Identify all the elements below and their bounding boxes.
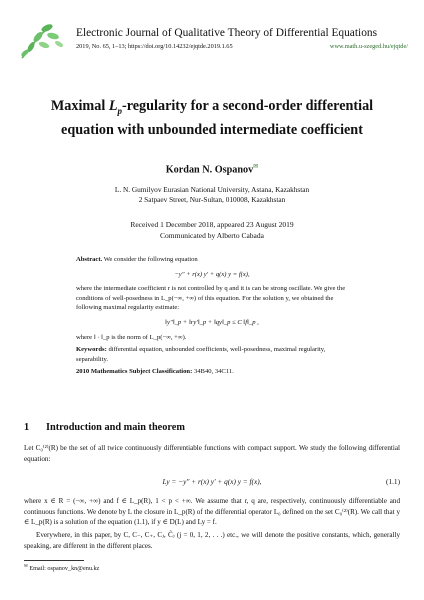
keywords: differential equation, unbounded coefficients, well-posedness, maximal regularity, separability. xyxy=(76,346,326,363)
section-heading: 1 Introduction and main theorem xyxy=(24,422,185,433)
email-envelope-icon[interactable]: ✉ xyxy=(253,164,259,170)
abstract: Abstract. We consider the following equation −y″ + r(x) y′ + q(x) y = f(x), where the intermediate coefficient r is not controlled by q and it is can be strong oscillate. We give the conditions of well-posedness in L_p(−∞, +∞) of this equation. For the solution y, we obtained the following maximal regularity estimate: ‖y″‖_p + ‖ry′‖_p + ‖qy‖_p ≤ C ‖f‖_p , where ‖ · ‖_p is the norm of L_p(−∞, +∞). Keywords: differential equation, unbounded coefficients, well-posedness, maximal regularity, separability. 2010 Mathematics Subject Classification: 34B40, 34C11. xyxy=(76,255,348,377)
journal-meta xyxy=(76,43,408,50)
abstract-estimate: ‖y″‖_p + ‖ry′‖_p + ‖qy‖_p ≤ C ‖f‖_p , xyxy=(165,318,259,326)
title-line-2: equation with unbounded intermediate coefficient xyxy=(61,121,363,138)
section-paragraph-1: Let C₀⁽²⁾(R) be the set of all twice continuously differentiable functions with compact support. We study the following differential equation: xyxy=(24,444,400,463)
title-line-1: Maximal $L_p$-regularity for a second-order differential xyxy=(50,98,374,116)
journal-website-link[interactable]: www.math.u-szeged.hu/ejqtde/ xyxy=(329,43,408,50)
section-paragraph-2: where x ∈ R = (−∞, +∞) and f ∈ L_p(R), 1 < p < +∞. We assume that r, q are, respectively, continuously differentiable and continuous functions. We denote by L the closure in L_p(R) of the differential operator L₀ defined on the set C₀⁽²⁾(R). We call that y ∈ L_p(R) is a solution of the equation (1.1), if y ∈ D(L) and Ly = f. xyxy=(24,497,400,527)
section-paragraph-3: Everywhere, in this paper, by C, C₋, C₊, Cⱼ, C̃ⱼ (j = 0, 1, 2, . . .) etc., we will denote the positive constants, which, generally speaking, are different in the different places. xyxy=(24,531,400,550)
abstract-norm-note: where ‖ · ‖_p is the norm of L_p(−∞, +∞). xyxy=(76,333,187,341)
paper-title xyxy=(24,97,400,140)
author-name: Kordan N. Ospanov✉ xyxy=(165,164,259,176)
equation-number: (1.1) xyxy=(386,477,400,486)
msc-label: 2010 Mathematics Subject Classification: xyxy=(76,368,193,376)
keywords-label: Keywords: xyxy=(76,346,107,354)
abstract-equation: −y″ + r(x) y′ + q(x) y = f(x), xyxy=(174,270,250,278)
equation-1-1: Ly = −y″ + r(x) y′ + q(x) y = f(x), (1.1) xyxy=(162,477,400,486)
footnote-rule xyxy=(24,560,84,561)
journal-citation[interactable]: 2019, No. 65, 1–13; https://doi.org/10.14232/ejqtde.2019.1.65 xyxy=(76,43,233,50)
abstract-label: Abstract. xyxy=(76,256,103,263)
msc-codes: 34B40, 34C11. xyxy=(193,368,234,376)
communicated-by: Communicated by Alberto Cabada xyxy=(160,231,264,240)
footnote xyxy=(24,563,99,572)
author-email[interactable]: Email: ospanov_kn@enu.kz xyxy=(29,565,100,573)
received-date: Received 1 December 2018, appeared 23 August 2019 xyxy=(130,220,294,229)
footnote-envelope-icon: ✉ xyxy=(24,563,28,568)
ejqtde-leaf-logo-icon xyxy=(16,20,70,64)
abstract-paragraph: where the intermediate coefficient r is not controlled by q and it is can be strong oscillate. We give the conditions of well-posedness in L_p(−∞, +∞) of this equation. For the solution y, we obtained the following maximal regularity estimate: xyxy=(76,285,346,312)
submission-dates xyxy=(24,219,400,241)
journal-name: Electronic Journal of Qualitative Theory of Differential Equations xyxy=(76,27,378,39)
affiliation: L. N. Gumilyov Eurasian National University, Astana, Kazakhstan 2 Satpaev Street, Nur-Sultan, 010008, Kazakhstan xyxy=(114,185,310,204)
